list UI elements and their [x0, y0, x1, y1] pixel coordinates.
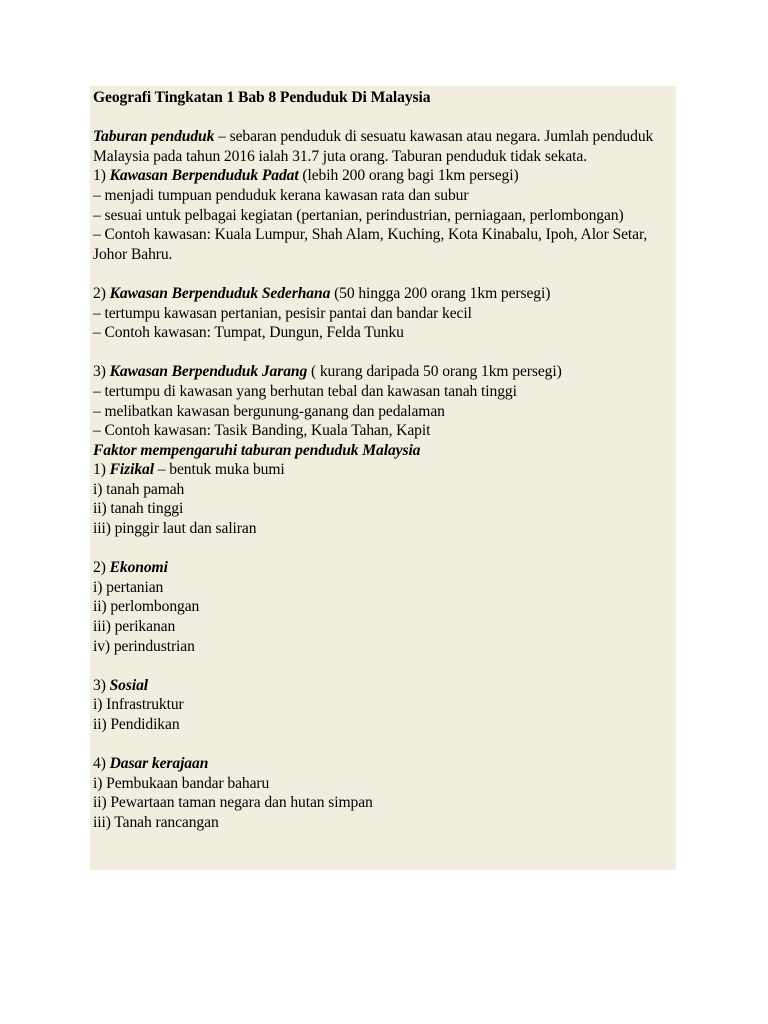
fizikal-item-1: i) tanah pamah [93, 480, 185, 498]
ekonomi-number: 2) [93, 559, 110, 577]
padat-desc: (lebih 200 orang bagi 1km persegi) [298, 167, 519, 185]
fizikal-desc: – bentuk muka bumi [153, 461, 285, 479]
padat-number: 1) [93, 167, 110, 185]
jarang-point-2: – melibatkan kawasan bergunung-ganang dan pedalaman [93, 402, 445, 420]
sederhana-heading [93, 284, 673, 304]
ekonomi-heading [93, 558, 673, 578]
taburan-definition: – sebaran penduduk di sesuatu kawasan atau negara. Jumlah penduduk Malaysia pada tahun 2016 ialah 31.7 juta orang. Taburan penduduk tidak sekata. [93, 128, 654, 165]
dasar-heading [93, 754, 673, 774]
fizikal-heading [93, 460, 673, 480]
dasar-item-3: iii) Tanah rancangan [93, 813, 219, 831]
spacer [93, 539, 673, 559]
dasar-term: Dasar kerajaan [109, 755, 209, 773]
padat-heading [93, 166, 673, 186]
spacer [93, 343, 673, 363]
sederhana-point-1: – tertumpu kawasan pertanian, pesisir pantai dan bandar kecil [93, 304, 472, 322]
ekonomi-item-3: iii) perikanan [93, 618, 176, 636]
sosial-number: 3) [93, 676, 110, 694]
jarang-point-1: – tertumpu di kawasan yang berhutan tebal dan kawasan tanah tinggi [93, 382, 517, 400]
padat-point-3: – Contoh kawasan: Kuala Lumpur, Shah Alam, Kuching, Kota Kinabalu, Ipoh, Alor Setar, Johor Bahru. [93, 226, 648, 263]
document-title: Geografi Tingkatan 1 Bab 8 Penduduk Di Malaysia [93, 89, 431, 106]
sederhana-point-2: – Contoh kawasan: Tumpat, Dungun, Felda Tunku [93, 324, 404, 342]
ekonomi-item-4: iv) perindustrian [93, 637, 195, 655]
fizikal-number: 1) [93, 461, 110, 479]
ekonomi-item-1: i) pertanian [93, 578, 164, 596]
spacer [93, 735, 673, 755]
dasar-item-2: ii) Pewartaan taman negara dan hutan simpan [93, 794, 373, 812]
sosial-item-1: i) Infrastruktur [93, 696, 184, 714]
sederhana-desc: (50 hingga 200 orang 1km persegi) [330, 284, 551, 302]
sosial-heading [93, 676, 673, 696]
spacer [93, 264, 673, 284]
ekonomi-term: Ekonomi [109, 559, 168, 577]
padat-point-1: – menjadi tumpuan penduduk kerana kawasan rata dan subur [93, 186, 469, 204]
jarang-number: 3) [93, 363, 110, 381]
jarang-desc: ( kurang daripada 50 orang 1km persegi) [307, 363, 562, 381]
dasar-item-1: i) Pembukaan bandar baharu [93, 774, 270, 792]
jarang-heading [93, 362, 673, 382]
spacer [93, 656, 673, 676]
jarang-term: Kawasan Berpenduduk Jarang [109, 363, 308, 381]
padat-point-2: – sesuai untuk pelbagai kegiatan (pertanian, perindustrian, perniagaan, perlombongan) [93, 206, 624, 224]
fizikal-term: Fizikal [109, 461, 154, 479]
sederhana-term: Kawasan Berpenduduk Sederhana [109, 284, 331, 302]
fizikal-item-2: ii) tanah tinggi [93, 500, 184, 518]
jarang-point-3: – Contoh kawasan: Tasik Banding, Kuala Tahan, Kapit [93, 422, 431, 440]
dasar-number: 4) [93, 755, 110, 773]
document-body [93, 88, 673, 833]
padat-term: Kawasan Berpenduduk Padat [109, 167, 299, 185]
sosial-item-2: ii) Pendidikan [93, 716, 180, 733]
sederhana-number: 2) [93, 284, 110, 302]
sosial-term: Sosial [109, 676, 148, 694]
taburan-paragraph [93, 127, 673, 166]
spacer [93, 108, 673, 128]
faktor-heading: Faktor mempengaruhi taburan penduduk Malaysia [93, 441, 421, 459]
taburan-term: Taburan penduduk [93, 128, 215, 146]
fizikal-item-3: iii) pinggir laut dan saliran [93, 520, 257, 538]
ekonomi-item-2: ii) perlombongan [93, 598, 200, 616]
